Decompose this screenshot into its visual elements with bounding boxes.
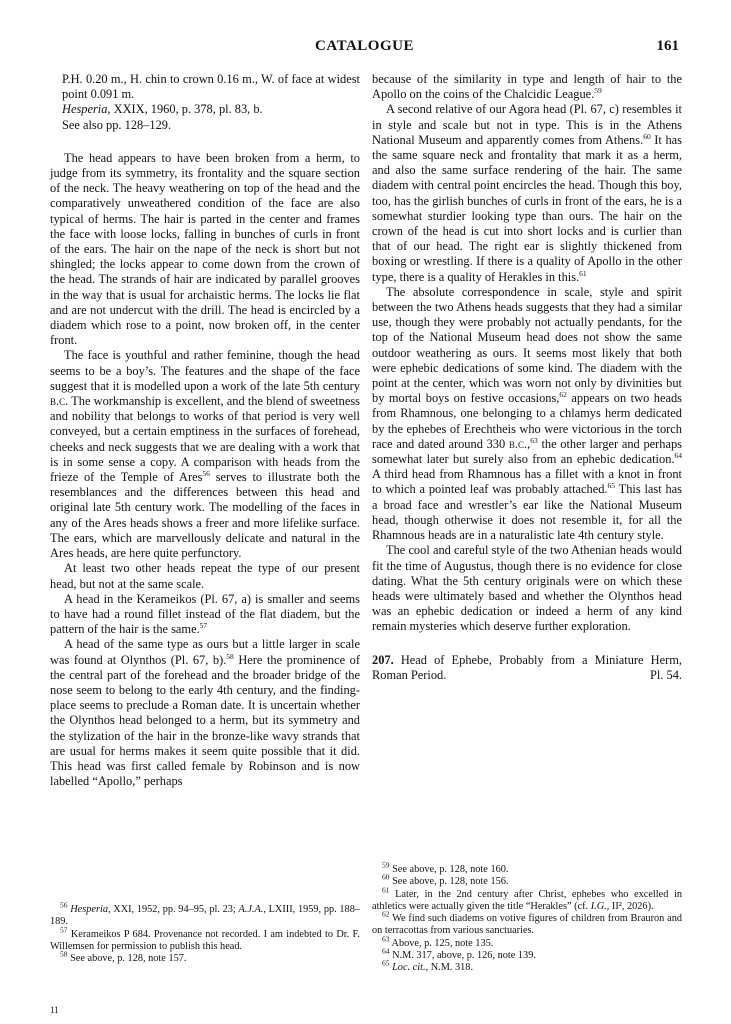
printer-signature: 11 <box>50 1005 59 1015</box>
paragraph <box>50 637 360 789</box>
footnote-number: 61 <box>382 885 390 895</box>
footnote-ref[interactable]: 56 <box>202 468 210 478</box>
text: The absolute correspondence in scale, style and spirit between the two Athens heads suggests that they had a similar use, though they were probably not actually pendants, for the top of the National Museum head does not show the same outdoor weathering as ours. It seems most likely that both were ephebic dedications of some kind. The diadem with the point at the center, which was worn not only by divinities but by mortal boys on festive occasions, <box>372 284 682 406</box>
paragraph <box>372 72 682 102</box>
footnote-number: 58 <box>60 949 68 959</box>
text: LXIII, 1959, pp. 188–189. <box>50 904 360 928</box>
catalogue-metadata <box>50 72 360 133</box>
footnote-ref[interactable]: 61 <box>579 268 587 278</box>
text: This last has a broad face and wrestler’s ear like the National Museum head, though otherwise it does not resemble it, for all the Rhamnous heads are in a naturalistic late 4th century style. <box>372 482 682 543</box>
paragraph <box>372 102 682 284</box>
text: Kerameikos P 684. Provenance not recorded. I am indebted to Dr. F. Willemsen for permission to publish this head. <box>50 928 360 952</box>
text: XXI, 1952, pp. 94–95, pl. 23; <box>110 904 239 915</box>
entry-number: 207. <box>372 652 394 667</box>
running-title: CATALOGUE <box>315 38 414 54</box>
footnote <box>372 958 682 974</box>
footnote-number: 63 <box>382 934 390 944</box>
footnote-ref[interactable]: 58 <box>226 651 234 661</box>
text: because of the similarity in type and length of hair to the Apollo on the coins of the Chalcidic League. <box>372 72 682 102</box>
text: It has the same square neck and frontality that mark it as a herm, and also the same surface rendering of the hair. The same diadem with central point encircles the head. Though this boy, too, has the girlish bunches of curls in front of the ears, he is a somewhat sturdier looking type than ours. The hair on the crown of the head is cut into short locks and is curlier than that of our head. The right ear is slightly thickened from boxing or wrestling. If there is a quality of Apollo in the other type, there is a quality of Herakles in this. <box>372 132 683 284</box>
footnote-ref[interactable]: 65 <box>607 481 616 491</box>
footnote <box>372 860 682 876</box>
text: We find such diadems on votive figures of children from Brauron and on terracottas from various sanctuaries. <box>372 913 682 937</box>
text: The workmanship is excellent, and the blend of sweetness and nobility that belongs to works of that period is very well conveyed, but a certain emptiness in the surfaces of forehead, cheeks and neck suggests that we are dealing with a work that is in some sense a copy. A comparison with heads from the frieze of the Temple of Ares <box>50 394 360 485</box>
citation-abbrev: I.G., <box>590 900 610 912</box>
paragraph <box>50 592 360 638</box>
text: N.M. 317, above, p. 126, note 139. <box>389 950 536 962</box>
footnote-number: 62 <box>382 909 390 919</box>
footnote-ref[interactable]: 57 <box>199 620 208 630</box>
text: Here the prominence of the central part of the forehead and the broader bridge of the nose seem to belong to the early 4th century, and the finding-place seems to preclude a Roman date. It is uncertain whether the Olynthos head belonged to a herm, but its symmetry and the stylization of the hair in the bronze-like wavy strands that are usual for herms makes it seem quite possible that it did. This head was first called female by Robinson and is now labelled “Apollo,” perhaps <box>50 652 360 789</box>
see-also: See also pp. 128–129. <box>62 117 172 132</box>
text: A head in the Kerameikos (Pl. 67, a) is smaller and seems to have had a round fillet instead of the flat diadem, but the pattern of the hair is the same. <box>50 591 360 637</box>
text: See above, p. 128, note 160. <box>389 864 509 875</box>
footnote-number: 59 <box>382 860 390 870</box>
footnote <box>50 949 360 965</box>
era-abbrev: b.c. <box>50 394 69 409</box>
text: See above, p. 128, note 157. <box>67 953 187 965</box>
footnote-ref[interactable]: 62 <box>559 390 567 400</box>
footnote <box>50 900 360 929</box>
footnote-number: 56 <box>60 900 68 910</box>
footnote-number: 57 <box>60 925 68 935</box>
footnote-number: 60 <box>382 872 390 882</box>
era-abbrev: b.c., <box>508 436 531 451</box>
journal-title: A.J.A., <box>238 904 266 915</box>
left-footnotes <box>50 900 360 965</box>
paragraph: The cool and careful style of the two Athenian heads would fit the time of Augustus, though there is no evidence for close dating. What the 5th century originals were on which these heads were ultimately based and whether the Olynthos head was an ephebic dedication or indeed a herm of any kind remain mysteries which deserve further exploration. <box>372 543 682 634</box>
text: Later, in the 2nd century after Christ, ephebes who excelled in athletics were actually given the title “Herakles” (cf. <box>372 888 682 912</box>
footnote <box>372 909 682 938</box>
text: N.M. 318. <box>428 962 474 974</box>
reference <box>50 102 360 117</box>
paragraph <box>50 348 360 561</box>
text: The face is youthful and rather feminine, though the head seems to be a boy’s. The features and the shape of the face suggest that it is modelled upon a work of the late 5th century <box>50 348 360 393</box>
text: A second relative of our Agora head (Pl. 67, c) resembles it in style and scale but not in type. This is in the Athens National Museum and apparently comes from Athens. <box>372 102 682 147</box>
journal-title: Hesperia, <box>62 102 111 117</box>
paragraph: The head appears to have been broken from a herm, to judge from its symmetry, its frontality and the square section of the neck. The heavy weathering on top of the head and the comparatively unweathered condition of the face are also typical of herms. The hair is parted in the center and frames the face with loose locks, falling in bunches of curls in front of the ears. The hair on the nape of the neck is short but not shingled; the locks appear to come down from the crown of the head. The strands of hair are indicated by parallel grooves in the way that is usual for archaistic herms. The locks lie flat and are not undercut with the drill. The head is encircled by a diadem which rose to a point, now broken off, in the center front. <box>50 150 360 348</box>
page-number: 161 <box>656 38 679 54</box>
footnote-number: 64 <box>382 946 390 956</box>
text: serves to illustrate both the resemblances and the differences between this head and original late 5th century work. The modelling of the faces in any of the Ares heads shows a freer and more lifelike surface. The ears, which are marvellously delicate and natural in the Ares heads, are here quite perfunctory. <box>50 470 360 561</box>
footnote-ref[interactable]: 59 <box>594 86 602 96</box>
journal-title: Hesperia, <box>70 904 111 915</box>
reference-rest: XXIX, 1960, p. 378, pl. 83, b. <box>110 102 263 117</box>
footnote-ref[interactable]: 64 <box>674 450 682 460</box>
text: II², 2026). <box>609 900 654 912</box>
catalogue-entry-heading <box>372 653 682 683</box>
text: A head of the same type as ours but a little larger in scale was found at Olynthos (Pl. 67, b). <box>50 637 360 667</box>
right-column <box>372 72 682 683</box>
footnote <box>372 885 682 914</box>
plate-reference: Pl. 54. <box>649 667 682 682</box>
text: A third head from Rhamnous has a fillet with a knot in front to which a pointed leaf was probably attached. <box>372 467 682 497</box>
citation-abbrev: Loc. cit., <box>392 962 429 974</box>
footnote <box>372 934 682 950</box>
text: appears on two heads from Rhamnous, one belonging to a chlamys herm dedicated by the ephebes of Erechtheis who were victorious in the torch race and dated around 330 <box>372 391 682 451</box>
text: the other larger and perhaps somewhat later but surely also from an ephebic dedication. <box>372 436 682 467</box>
footnote-ref[interactable]: 63 <box>530 435 538 445</box>
footnote <box>50 925 360 954</box>
text: Above, p. 125, note 135. <box>389 937 494 949</box>
text: See above, p. 128, note 156. <box>389 876 509 888</box>
footnote <box>372 946 682 962</box>
entry-title: Head of Ephebe, Probably from a Miniature Herm, Roman Period. <box>372 652 682 682</box>
right-footnotes <box>372 860 682 975</box>
dimensions: P.H. 0.20 m., H. chin to crown 0.16 m., W. of face at widest point 0.091 m. <box>62 72 360 102</box>
footnote-number: 65 <box>382 958 390 968</box>
footnote <box>372 872 682 888</box>
left-column <box>50 72 360 789</box>
footnote-ref[interactable]: 60 <box>643 131 651 141</box>
paragraph <box>372 285 682 543</box>
page-header <box>50 38 679 60</box>
paragraph: At least two other heads repeat the type of our present head, but not at the same scale. <box>50 561 360 591</box>
